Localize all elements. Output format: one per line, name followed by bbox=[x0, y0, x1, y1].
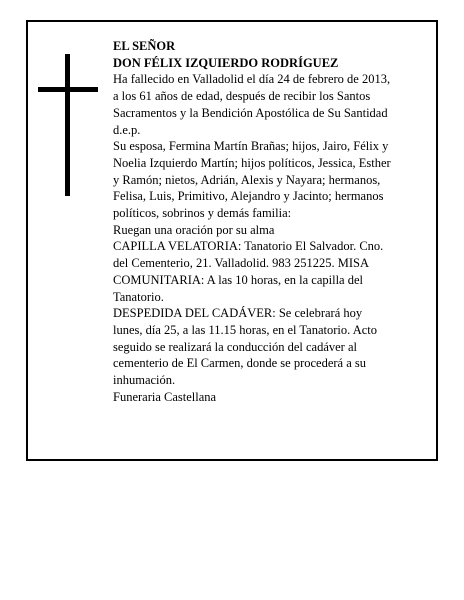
text-line: del Cementerio, 21. Valladolid. 983 251225. MISA bbox=[113, 256, 369, 271]
text-line: DESPEDIDA DEL CADÁVER: Se celebrará hoy bbox=[113, 306, 363, 321]
text-line: CAPILLA VELATORIA: Tanatorio El Salvador. Cno. bbox=[113, 239, 384, 254]
funeral-home bbox=[113, 389, 425, 406]
text-line: políticos, sobrinos y demás familia: bbox=[113, 206, 292, 221]
text-line: seguido se realizará la conducción del cadáver al bbox=[113, 339, 357, 354]
text-line: COMUNITARIA: A las 10 horas, en la capilla del bbox=[113, 272, 363, 287]
cross-horizontal-bar bbox=[38, 87, 98, 92]
text-line: Ruegan una oración por su alma bbox=[113, 222, 275, 237]
text-line: inhumación. bbox=[113, 373, 176, 388]
text-line: Tanatorio. bbox=[113, 289, 164, 304]
text-line: a los 61 años de edad, después de recibir los Santos bbox=[113, 89, 371, 104]
death-announcement-paragraph bbox=[113, 71, 425, 138]
funeral-chapel-paragraph bbox=[113, 238, 425, 305]
text-line: Felisa, Luis, Primitivo, Alejandro y Jacinto; hermanos bbox=[113, 189, 384, 204]
cross-icon bbox=[38, 54, 98, 196]
text-line: Funeraria Castellana bbox=[113, 389, 217, 404]
cross-vertical-bar bbox=[65, 54, 70, 196]
text-line: Sacramentos y la Bendición Apostólica de Su Santidad bbox=[113, 105, 388, 120]
farewell-paragraph bbox=[113, 305, 425, 389]
prayer-request bbox=[113, 222, 425, 239]
text-line: lunes, día 25, a las 11.15 horas, en el Tanatorio. Acto bbox=[113, 322, 377, 337]
text-line: cementerio de El Carmen, donde se procederá a su bbox=[113, 356, 367, 371]
deceased-title bbox=[113, 38, 425, 71]
text-line: Ha fallecido en Valladolid el día 24 de febrero de 2013, bbox=[113, 72, 391, 87]
text-line: y Ramón; nietos, Adrián, Alexis y Nayara; hermanos, bbox=[113, 172, 381, 187]
title-line-1: EL SEÑOR bbox=[113, 39, 176, 53]
obituary-text bbox=[113, 38, 425, 405]
title-line-2: DON FÉLIX IZQUIERDO RODRÍGUEZ bbox=[113, 55, 339, 70]
text-line: Su esposa, Fermina Martín Brañas; hijos, Jairo, Félix y bbox=[113, 139, 389, 154]
text-line: d.e.p. bbox=[113, 122, 141, 137]
family-paragraph bbox=[113, 138, 425, 222]
text-line: Noelia Izquierdo Martín; hijos políticos, Jessica, Esther bbox=[113, 155, 391, 170]
